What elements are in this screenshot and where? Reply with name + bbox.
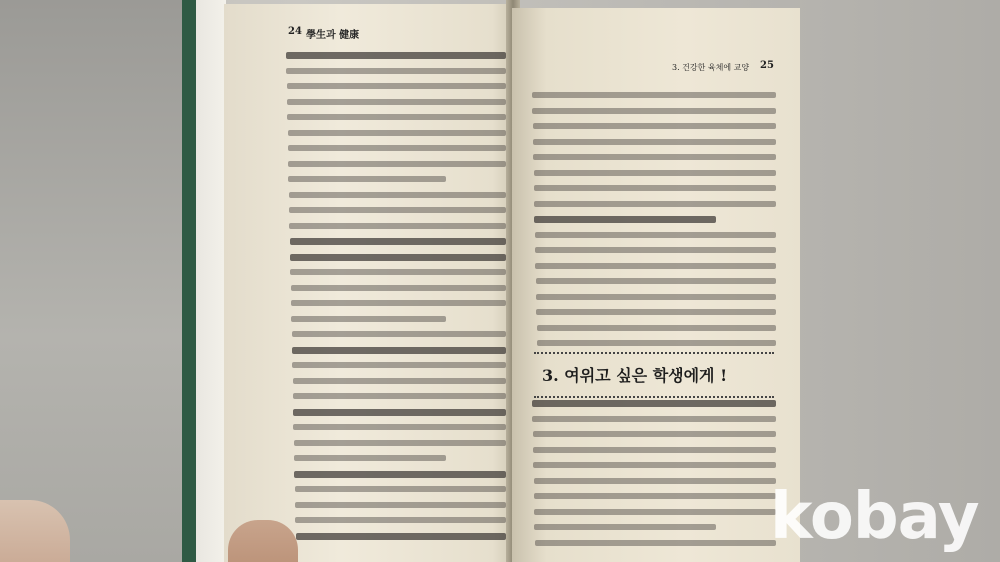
text-line [536, 294, 776, 300]
text-line [293, 424, 506, 430]
text-line [535, 247, 776, 253]
text-line [288, 145, 506, 151]
text-line [535, 540, 776, 546]
text-line [288, 176, 446, 182]
text-line [533, 154, 776, 160]
text-line [534, 493, 776, 499]
text-line [291, 316, 446, 322]
text-line [535, 263, 776, 269]
text-line [292, 331, 506, 337]
text-line [294, 471, 506, 478]
text-line [533, 123, 776, 129]
right-page-number: 25 [760, 60, 774, 71]
text-line [295, 502, 506, 508]
text-line [534, 201, 776, 207]
text-line [296, 533, 506, 540]
text-line [289, 192, 506, 198]
text-line [532, 416, 776, 422]
text-line [533, 462, 776, 468]
thumb [228, 520, 298, 562]
text-line [533, 447, 776, 453]
text-line [291, 300, 506, 306]
text-line [293, 378, 506, 384]
text-line [295, 517, 506, 523]
text-line [534, 524, 716, 530]
text-line [532, 400, 776, 407]
text-line [287, 114, 506, 120]
text-line [534, 216, 716, 223]
text-line [286, 52, 506, 59]
text-line [294, 455, 446, 461]
text-line [534, 478, 776, 484]
right-running-head: 3. 건강한 육체에 교양 [672, 63, 750, 72]
text-line [534, 170, 776, 176]
text-line [533, 431, 776, 437]
text-line [286, 68, 506, 74]
text-line [288, 161, 506, 167]
text-line [532, 108, 776, 114]
section-box [534, 352, 774, 398]
text-line [288, 130, 506, 136]
text-line [290, 238, 506, 245]
text-line [287, 99, 506, 105]
left-running-head: 學生과 健康 [306, 30, 360, 41]
text-line [532, 92, 776, 98]
text-line [290, 269, 506, 275]
book-page-edges [196, 0, 226, 562]
section-heading: 3. 여위고 싶은 학생에게 ! [542, 366, 728, 385]
text-line [533, 139, 776, 145]
text-line [534, 509, 776, 515]
text-line [290, 254, 506, 261]
text-line [293, 393, 506, 399]
left-page-number: 24 [288, 26, 302, 37]
text-line [535, 232, 776, 238]
text-line [292, 362, 506, 368]
text-line [289, 207, 506, 213]
text-line [534, 185, 776, 191]
text-line [287, 83, 506, 89]
text-line [294, 440, 506, 446]
text-line [537, 340, 776, 346]
text-line [537, 325, 776, 331]
text-line [536, 278, 776, 284]
text-line [289, 223, 506, 229]
text-line [295, 486, 506, 492]
text-line [292, 347, 506, 354]
text-line [536, 309, 776, 315]
watermark-logo: kobay [770, 480, 979, 554]
text-line [293, 409, 506, 416]
background-stand [0, 0, 200, 562]
text-line [291, 285, 506, 291]
